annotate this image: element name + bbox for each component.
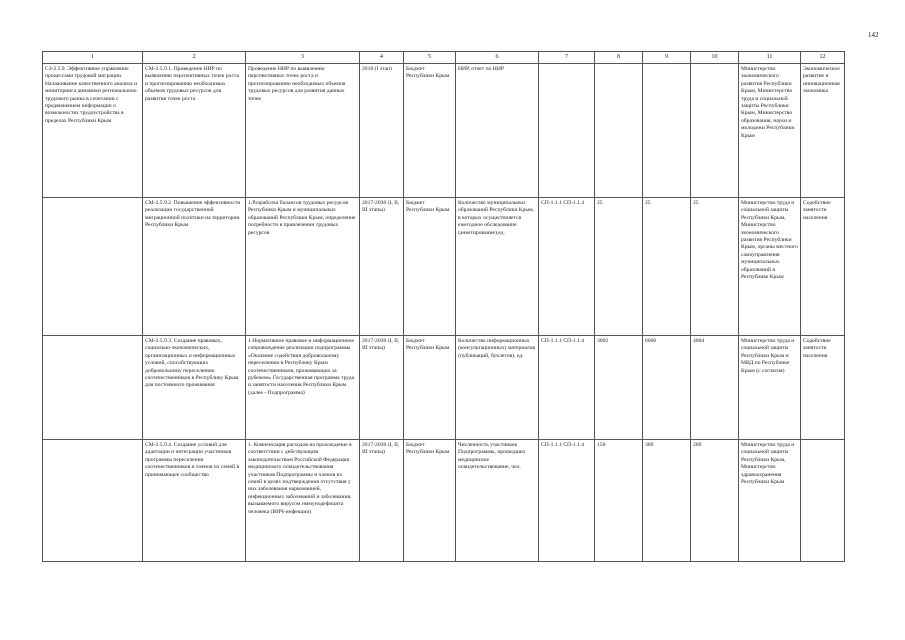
indicator-cell: Количество информационных (консультационных) материалов (публикаций, буклетов), ед. [456,336,539,440]
executor-cell: Министерство труда и социальной защиты Республики Крым и МВД по Республике Крым (с согласия) [739,336,801,440]
indicator-cell: Численность участников Подпрограммы, прошедших медицинское освидетельствование, чел. [456,440,539,562]
value-cell: 200 [691,440,739,562]
table-row [43,64,845,198]
program-cell: Экономическое развитие и инновационная экономика [801,64,845,198]
value-cell: 6006 [643,336,691,440]
col-header: 11 [739,52,801,64]
col-header: 9 [643,52,691,64]
value-cell: 25 [595,198,643,336]
code-cell: СП-1.1.1 СП-1.1.4 [539,336,595,440]
activity-cell: 1.Разработка балансов трудовых ресурсов Республики Крым и муниципальных образований Республики Крым, определение потребности в привлечении трудовых ресурсов [246,198,360,336]
col-header: 5 [404,52,456,64]
period-cell: 2017-2030 (I, II, III этапы) [360,198,404,336]
period-cell: 2017-2030 (I, II, III этапы) [360,336,404,440]
executor-cell: Министерство экономического развития Республики Крым, Министерство труда и социальной защиты Республики Крым, Министерство образования, науки и молодежи Республики Крым [739,64,801,198]
table-row [43,336,845,440]
code-cell [539,64,595,198]
table-row [43,198,845,336]
funding-cell: Бюджет Республики Крым [404,64,456,198]
activity-cell: Проведение НИР по выявлению перспективных точек роста и прогнозированию необходимых объемов трудовых ресурсов для развития данных точек [246,64,360,198]
funding-cell: Бюджет Республики Крым [404,198,456,336]
value-cell: 3002 [595,336,643,440]
program-table [42,51,845,562]
activity-cell: 1.Нормативное правовое и информационное сопровождение реализации подпрограммы «Оказание содействия добровольному переселению в Республику Крым соотечественников, проживающих за рубежом» Государственная программа труда и занятости населения Республики Крым (далее - Подпрограмма) [246,336,360,440]
activity-cell: 1. Компенсация расходов на прохождение в соответствии с действующим законодательством Российской Федерации медицинского освидетельствования участников Подпрограммы и членов их семей в целях подтверждения отсутствия у них заболевания наркоманией, инфекционных заболеваний и заболевания, вызываемого вирусом иммунодефицита человека (ВИЧ-инфекции) [246,440,360,562]
col-header: 10 [691,52,739,64]
col-header: 8 [595,52,643,64]
value-cell: 25 [643,198,691,336]
col-header: 1 [43,52,143,64]
indicator-cell: НИР, отчет по НИР [456,64,539,198]
program-cell: Содействие занятости населения [801,198,845,336]
table-row [43,440,845,562]
page-number: 142 [868,31,879,39]
goal-cell: СЗ-2.5.9. Эффективное управление процессами трудовой миграции. Налаживание качественного анализа и мониторинга динамики региональною трудового рынка в сочетании с продвижением информации о возможностях трудоустройства в пределах Республики Крым [43,64,143,198]
program-cell [801,440,845,562]
value-cell: 4004 [691,336,739,440]
measure-cell: СМ-2.5.9.1. Проведение НИР по выявлению перспективных точек роста и прогнозированию необходимых объемов трудовых ресурсов для развития точек роста [143,64,246,198]
measure-cell: СМ-2.5.9.4. Создание условий для адаптации и интеграции участников программы переселения соотечественников и членов их семей в принимающее сообщество [143,440,246,562]
col-header: 12 [801,52,845,64]
code-cell: СП-1.1.1 СП-1.1.4 [539,198,595,336]
goal-cell [43,198,143,336]
measure-cell: СМ-2.5.9.2. Повышение эффективности реализации государственной миграционной политики на территории Республики Крым [143,198,246,336]
program-cell: Содействие занятости населения [801,336,845,440]
value-cell: 300 [643,440,691,562]
col-header: 3 [246,52,360,64]
measure-cell: СМ-2.5.9.3. Создание правовых, социально-экономических, организационных и информационных условий, способствующих добровольному переселению соотечественников в Республику Крым для постоянного проживания [143,336,246,440]
value-cell: 150 [595,440,643,562]
period-cell: 2017-2030 (I, II, III этапы) [360,440,404,562]
indicator-cell: Количество муниципальных образований Республики Крым, в которых осуществляется ежегодное обследование (анкетирование),ед. [456,198,539,336]
col-header: 6 [456,52,539,64]
value-cell [691,64,739,198]
period-cell: 2018 (I этап) [360,64,404,198]
funding-cell: Бюджет Республики Крым [404,440,456,562]
funding-cell: Бюджет Республики Крым [404,336,456,440]
value-cell: 25 [691,198,739,336]
goal-cell [43,440,143,562]
col-header: 2 [143,52,246,64]
goal-cell [43,336,143,440]
value-cell [643,64,691,198]
col-header: 4 [360,52,404,64]
executor-cell: Министерство труда и социальной защиты Республики Крым, Министерство экономического развития Республики Крым, органы местного самоуправления муниципальных образований в Республике Крым [739,198,801,336]
col-header: 7 [539,52,595,64]
code-cell: СП-1.1.1 СП-1.1.4 [539,440,595,562]
executor-cell: Министерство труда и социальной защиты Республики Крым, Министерство здравоохранения Республики Крым [739,440,801,562]
value-cell [595,64,643,198]
column-number-row [43,52,845,64]
